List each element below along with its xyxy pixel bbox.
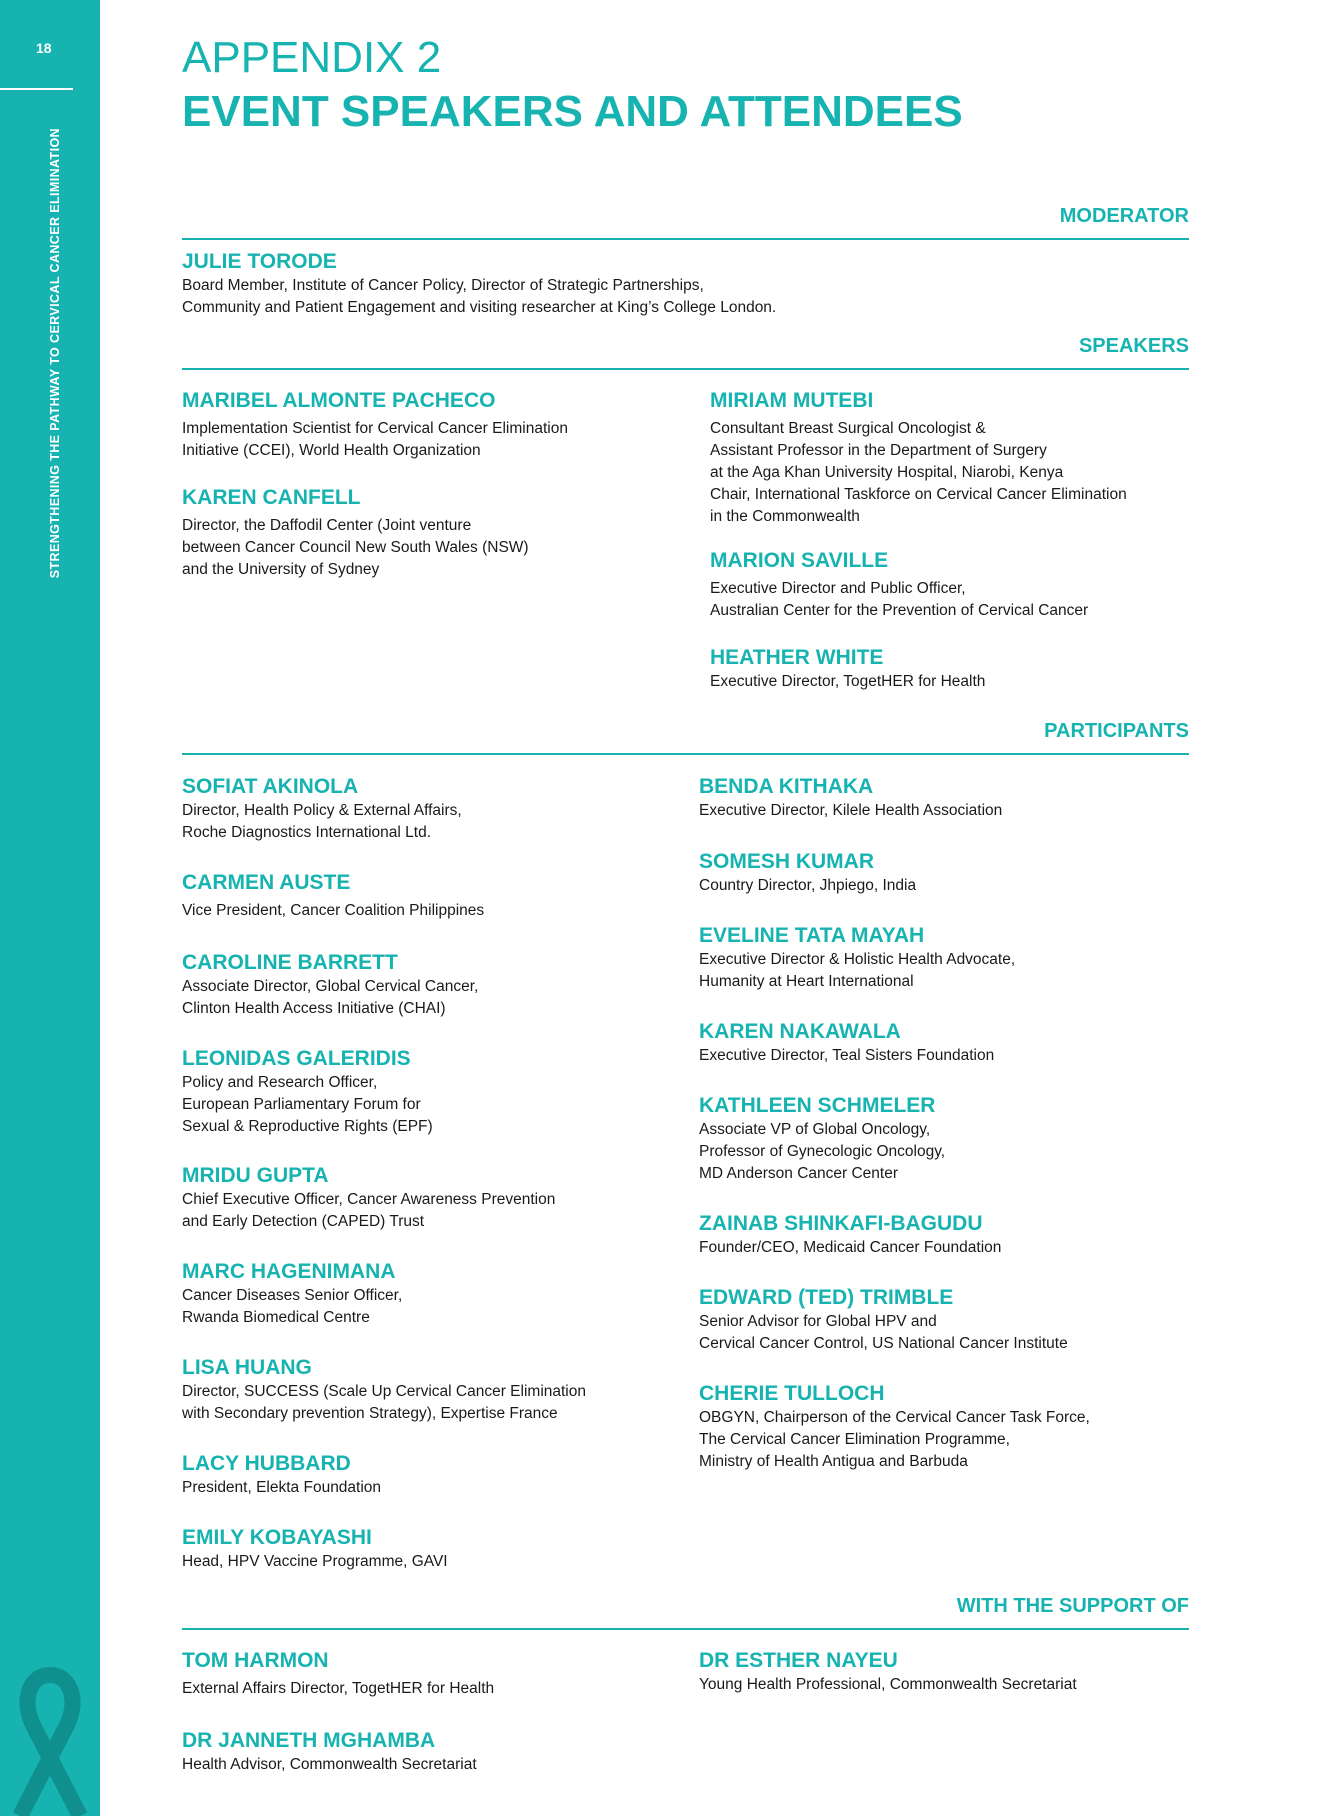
person-role: Head, HPV Vaccine Programme, GAVI — [182, 1553, 448, 1570]
person-name: TOM HARMON — [182, 1649, 329, 1672]
person-name: DR JANNETH MGHAMBA — [182, 1729, 436, 1752]
person-role: Board Member, Institute of Cancer Policy, Director of Strategic Partnerships, Community and Patient Engagement and visiting researcher at King’s College London. — [182, 277, 777, 316]
participant-entry — [182, 1525, 448, 1573]
section-divider — [182, 1628, 1189, 1630]
participant-entry — [699, 774, 1002, 822]
person-role: Executive Director & Holistic Health Advocate, Humanity at Heart International — [699, 951, 1016, 990]
person-name: LISA HUANG — [182, 1356, 312, 1379]
person-name: ZAINAB SHINKAFI-BAGUDU — [699, 1212, 983, 1235]
support-entry — [182, 1728, 477, 1776]
person-name: EVELINE TATA MAYAH — [699, 924, 925, 947]
person-role: Director, SUCCESS (Scale Up Cervical Cancer Elimination with Secondary prevention Strategy), Expertise France — [182, 1383, 586, 1422]
awareness-ribbon-icon — [0, 1655, 100, 1816]
participant-entry — [699, 1019, 994, 1067]
person-name: CARMEN AUSTE — [182, 871, 351, 894]
person-role: Executive Director, TogetHER for Health — [710, 673, 986, 690]
person-name: CHERIE TULLOCH — [699, 1382, 885, 1405]
person-name: MARIBEL ALMONTE PACHECO — [182, 389, 496, 412]
person-name: MIRIAM MUTEBI — [710, 389, 874, 412]
person-role: Vice President, Cancer Coalition Philippines — [182, 902, 485, 919]
person-role: Director, Health Policy & External Affairs, Roche Diagnostics International Ltd. — [182, 802, 462, 841]
section-heading-speakers: SPEAKERS — [1078, 335, 1189, 357]
person-role: Executive Director, Teal Sisters Foundation — [699, 1047, 995, 1064]
person-name: MRIDU GUPTA — [182, 1164, 329, 1187]
participant-entry — [699, 849, 916, 897]
participant-entry — [182, 950, 478, 1020]
person-name: CAROLINE BARRETT — [182, 951, 398, 974]
speaker-entry — [710, 645, 985, 693]
person-name: LEONIDAS GALERIDIS — [182, 1047, 411, 1070]
person-role: Chief Executive Officer, Cancer Awareness Prevention and Early Detection (CAPED) Trust — [182, 1191, 556, 1230]
participant-entry — [182, 774, 462, 844]
participant-entry — [182, 1355, 586, 1425]
participant-entry — [699, 1285, 1068, 1355]
person-name: BENDA KITHAKA — [699, 775, 874, 798]
speaker-entry — [710, 548, 1088, 622]
person-role: Associate VP of Global Oncology, Professor of Gynecologic Oncology, MD Anderson Cancer Center — [699, 1121, 946, 1182]
person-role: Country Director, Jhpiego, India — [699, 877, 917, 894]
page-number: 18 — [36, 40, 52, 56]
participant-entry — [182, 1259, 402, 1329]
person-name: SOMESH KUMAR — [699, 850, 875, 873]
participant-entry — [699, 1381, 1090, 1473]
support-entry — [699, 1648, 1077, 1696]
person-role: Young Health Professional, Commonwealth Secretariat — [699, 1676, 1077, 1693]
person-name: KAREN NAKAWALA — [699, 1020, 901, 1043]
section-heading-participants: PARTICIPANTS — [1044, 720, 1189, 742]
moderator-entry — [182, 249, 776, 319]
section-divider — [182, 753, 1189, 755]
person-name: EDWARD (TED) TRIMBLE — [699, 1286, 954, 1309]
section-heading-support: WITH THE SUPPORT OF — [956, 1595, 1189, 1617]
person-name: HEATHER WHITE — [710, 646, 884, 669]
person-name: DR ESTHER NAYEU — [699, 1649, 898, 1672]
section-heading-moderator: MODERATOR — [1059, 205, 1189, 227]
person-role: Executive Director, Kilele Health Association — [699, 802, 1003, 819]
participant-entry — [699, 1211, 1001, 1259]
person-role: Consultant Breast Surgical Oncologist & Assistant Professor in the Department of Surgery at the Aga Khan University Hospital, Niarobi, Kenya Chair, International Taskforce on Cervical Cancer Elimination in the Commonwealth — [710, 420, 1127, 525]
person-role: OBGYN, Chairperson of the Cervical Cancer Task Force, The Cervical Cancer Elimination Programme, Ministry of Health Antigua and Barbuda — [699, 1409, 1090, 1470]
person-name: KAREN CANFELL — [182, 486, 361, 509]
participant-entry — [699, 1093, 945, 1185]
person-role: Cancer Diseases Senior Officer, Rwanda Biomedical Centre — [182, 1287, 403, 1326]
participant-entry — [182, 1046, 433, 1138]
person-name: MARION SAVILLE — [710, 549, 889, 572]
person-role: Executive Director and Public Officer, Australian Center for the Prevention of Cervical Cancer — [710, 580, 1089, 619]
person-role: Director, the Daffodil Center (Joint venture between Cancer Council New South Wales (NSW) and the University of Sydney — [182, 517, 529, 578]
person-role: Implementation Scientist for Cervical Cancer Elimination Initiative (CCEI), World Health Organization — [182, 420, 568, 459]
person-role: Health Advisor, Commonwealth Secretariat — [182, 1756, 477, 1773]
speaker-entry — [182, 485, 529, 581]
person-name: JULIE TORODE — [182, 250, 337, 273]
person-role: Associate Director, Global Cervical Cancer, Clinton Health Access Initiative (CHAI) — [182, 978, 479, 1017]
sidebar-divider — [0, 88, 73, 90]
page-title: EVENT SPEAKERS AND ATTENDEES — [182, 87, 963, 136]
participant-entry — [182, 1451, 381, 1499]
running-title: STRENGTHENING THE PATHWAY TO CERVICAL CANCER ELIMINATION — [48, 128, 62, 579]
support-entry — [182, 1648, 494, 1700]
person-name: EMILY KOBAYASHI — [182, 1526, 372, 1549]
section-divider — [182, 368, 1189, 370]
participant-entry — [182, 870, 484, 922]
person-name: SOFIAT AKINOLA — [182, 775, 359, 798]
sidebar — [0, 0, 100, 1816]
appendix-label: APPENDIX 2 — [182, 33, 442, 82]
participant-entry — [699, 923, 1015, 993]
person-role: President, Elekta Foundation — [182, 1479, 382, 1496]
person-name: LACY HUBBARD — [182, 1452, 351, 1475]
person-name: KATHLEEN SCHMELER — [699, 1094, 936, 1117]
speaker-entry — [710, 388, 1127, 528]
section-divider — [182, 238, 1189, 240]
participant-entry — [182, 1163, 555, 1233]
person-role: Policy and Research Officer, European Parliamentary Forum for Sexual & Reproductive Rights (EPF) — [182, 1074, 433, 1135]
person-role: Senior Advisor for Global HPV and Cervical Cancer Control, US National Cancer Institute — [699, 1313, 1068, 1352]
person-role: External Affairs Director, TogetHER for Health — [182, 1680, 495, 1697]
person-role: Founder/CEO, Medicaid Cancer Foundation — [699, 1239, 1002, 1256]
speaker-entry — [182, 388, 568, 462]
person-name: MARC HAGENIMANA — [182, 1260, 396, 1283]
